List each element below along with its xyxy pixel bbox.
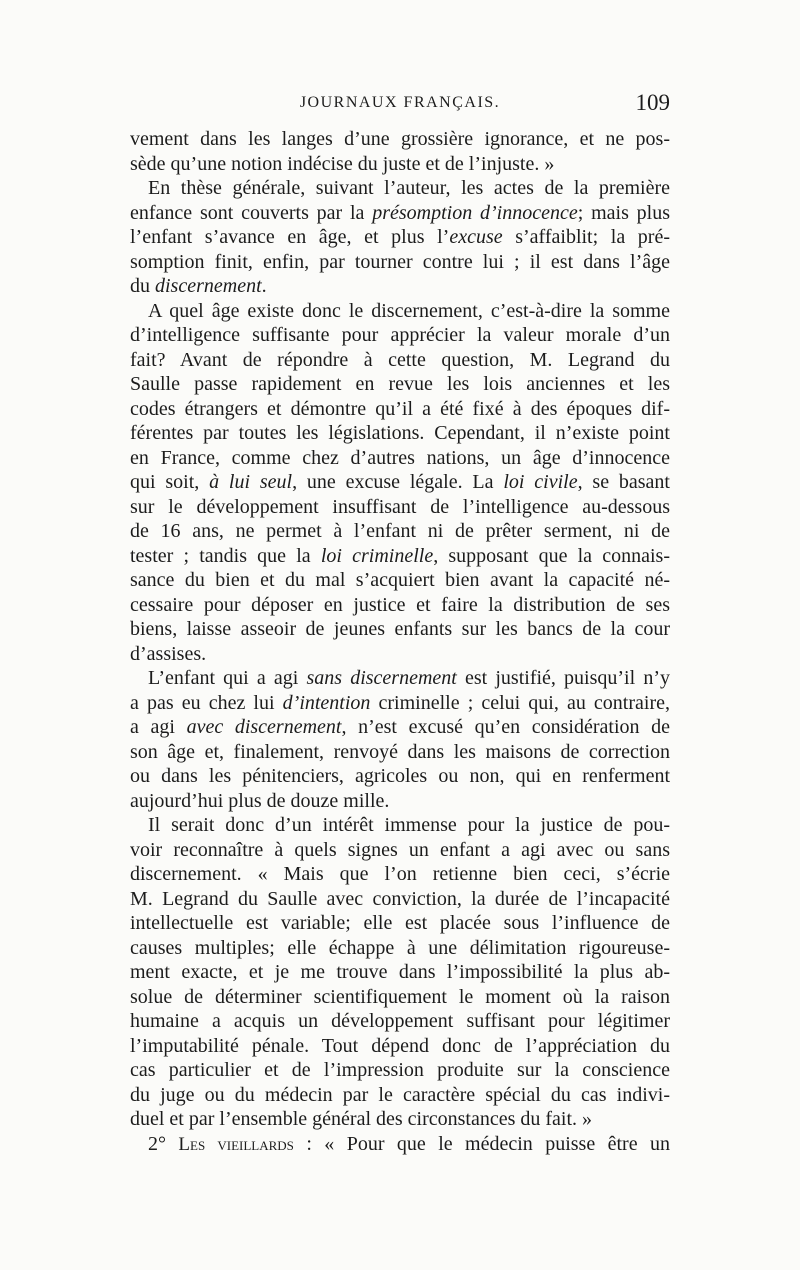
- text-segment: duel et par l’ensemble général des circonstances du fait. »: [130, 1108, 593, 1130]
- text-segment: aujourd’hui plus de douze mille.: [130, 789, 390, 812]
- text-segment: causes multiples; elle échappe à une délimitation rigoureuse-: [130, 936, 670, 959]
- text-line: [130, 1058, 670, 1083]
- text-line: [130, 1009, 670, 1034]
- text-line: [130, 617, 670, 642]
- text-line: [130, 887, 670, 912]
- text-segment: sur le développement insuffisant de l’intelligence au-dessous: [130, 495, 670, 518]
- text-line: [130, 666, 670, 691]
- text-segment: , une excuse légale. La: [292, 471, 504, 493]
- italic-text: avec discernement: [186, 716, 342, 738]
- text-segment: somption finit, enfin, par tourner contre lui ; il est dans l’âge: [130, 250, 670, 273]
- text-segment: d’assises.: [130, 642, 207, 665]
- text-line: [130, 740, 670, 765]
- text-line: [130, 1034, 670, 1059]
- text-line: [130, 1107, 670, 1132]
- text-line: [130, 764, 670, 789]
- text-segment: cessaire pour déposer en justice et faire la distribution de ses: [130, 593, 670, 616]
- text-line: [130, 421, 670, 446]
- text-line: [130, 691, 670, 716]
- text-segment: , se basant: [577, 471, 670, 493]
- text-segment: a agi: [130, 716, 187, 738]
- text-segment: solue de déterminer scientifiquement le moment où la raison: [130, 985, 670, 1008]
- text-segment: sance du bien et du mal s’acquiert bien avant la capacité né-: [130, 569, 670, 591]
- text-line: [130, 519, 670, 544]
- text-line: [130, 960, 670, 985]
- text-segment: intellectuelle est variable; elle est placée sous l’influence de: [130, 912, 670, 934]
- italic-text: à lui seul: [209, 471, 293, 493]
- page-number: 109: [635, 90, 670, 115]
- body-text: [130, 127, 670, 1156]
- text-line: [130, 544, 670, 569]
- text-segment: Il serait donc d’un intérêt immense pour la justice de pou-: [148, 814, 670, 836]
- text-segment: qui soit,: [130, 471, 210, 493]
- text-segment: en France, comme chez d’autres nations, un âge d’innocence: [130, 446, 670, 469]
- text-segment: est justifié, puisqu’il n’y: [456, 667, 670, 689]
- italic-text: loi criminelle: [320, 544, 434, 567]
- text-segment: de 16 ans, ne permet à l’enfant ni de prêter serment, ni de: [130, 520, 670, 542]
- text-segment: du: [130, 275, 155, 297]
- text-line: [130, 862, 670, 887]
- text-segment: ou dans les pénitenciers, agricoles ou non, qui en renferment: [130, 765, 670, 787]
- text-segment: biens, laisse asseoir de jeunes enfants sur les bancs de la cour: [130, 618, 670, 640]
- italic-text: excuse: [449, 226, 503, 248]
- text-segment: sède qu’une notion indécise du juste et de l’injuste. »: [130, 152, 555, 175]
- text-segment: tester ; tandis que la: [130, 544, 321, 567]
- text-line: [130, 470, 670, 495]
- text-segment: Saulle passe rapidement en revue les lois anciennes et les: [130, 373, 670, 395]
- text-segment: A quel âge existe donc le discernement, c’est-à-dire la somme: [148, 299, 670, 322]
- small-caps-text: Les vieillards: [178, 1133, 294, 1155]
- text-line: [130, 299, 670, 324]
- text-line: [130, 838, 670, 863]
- text-line: [130, 715, 670, 740]
- text-line: [130, 152, 670, 177]
- text-line: [130, 1132, 670, 1157]
- text-segment: discernement. « Mais que l’on retienne bien ceci, s’écrie: [130, 863, 670, 885]
- italic-text: discernement: [155, 275, 262, 297]
- text-line: [130, 201, 670, 226]
- text-segment: codes étrangers et démontre qu’il a été fixé à des époques dif-: [130, 397, 670, 420]
- running-head: [130, 90, 670, 116]
- text-segment: a pas eu chez lui: [130, 691, 283, 714]
- text-segment: , n’est excusé qu’en considération de: [341, 716, 670, 738]
- italic-text: sans discernement: [306, 667, 457, 689]
- italic-text: d’intention: [282, 691, 371, 714]
- running-title: JOURNAUX FRANÇAIS.: [299, 94, 501, 111]
- text-line: [130, 936, 670, 961]
- text-segment: voir reconnaître à quels signes un enfant a agi avec ou sans: [130, 838, 670, 861]
- text-line: [130, 127, 670, 152]
- text-segment: ; mais plus: [577, 201, 670, 224]
- text-segment: du juge ou du médecin par le caractère spécial du cas indivi-: [130, 1083, 670, 1106]
- text-segment: l’enfant s’avance en âge, et plus l’: [130, 226, 450, 248]
- text-segment: férentes par toutes les législations. Cependant, il n’existe point: [130, 422, 670, 444]
- text-line: [130, 1083, 670, 1108]
- text-line: [130, 274, 670, 299]
- text-segment: fait? Avant de répondre à cette question, M. Legrand du: [130, 348, 670, 371]
- text-line: [130, 789, 670, 814]
- text-segment: En thèse générale, suivant l’auteur, les actes de la première: [148, 177, 670, 199]
- text-line: [130, 568, 670, 593]
- text-line: [130, 495, 670, 520]
- text-line: [130, 176, 670, 201]
- text-line: [130, 985, 670, 1010]
- text-segment: .: [261, 275, 267, 297]
- text-segment: son âge et, finalement, renvoyé dans les maisons de correction: [130, 740, 670, 763]
- text-segment: s’affaiblit; la pré-: [502, 226, 670, 248]
- text-line: [130, 446, 670, 471]
- text-segment: criminelle ; celui qui, au contraire,: [370, 691, 670, 714]
- text-segment: cas particulier et de l’impression produite sur la conscience: [130, 1059, 670, 1081]
- text-line: [130, 225, 670, 250]
- text-line: [130, 397, 670, 422]
- italic-text: présomption d’innocence: [372, 201, 578, 224]
- italic-text: loi civile: [503, 471, 578, 493]
- text-segment: enfance sont couverts par la: [130, 201, 373, 224]
- text-line: [130, 372, 670, 397]
- text-line: [130, 911, 670, 936]
- text-line: [130, 323, 670, 348]
- text-segment: 2°: [148, 1132, 179, 1155]
- text-segment: : « Pour que le médecin puisse être un: [293, 1132, 670, 1155]
- text-segment: humaine a acquis un développement suffisant pour légitimer: [130, 1010, 670, 1032]
- text-segment: L’enfant qui a agi: [148, 667, 307, 689]
- text-line: [130, 250, 670, 275]
- text-segment: M. Legrand du Saulle avec conviction, la durée de l’incapacité: [130, 887, 670, 910]
- text-segment: , supposant que la connais-: [433, 544, 670, 567]
- text-segment: vement dans les langes d’une grossière ignorance, et ne pos-: [130, 128, 670, 150]
- text-segment: ment exacte, et je me trouve dans l’impossibilité la plus ab-: [130, 961, 670, 983]
- text-line: [130, 348, 670, 373]
- text-line: [130, 593, 670, 618]
- text-segment: d’intelligence suffisante pour apprécier la valeur morale d’un: [130, 324, 670, 346]
- text-line: [130, 642, 670, 667]
- text-line: [130, 813, 670, 838]
- text-segment: l’imputabilité pénale. Tout dépend donc de l’appréciation du: [130, 1034, 670, 1057]
